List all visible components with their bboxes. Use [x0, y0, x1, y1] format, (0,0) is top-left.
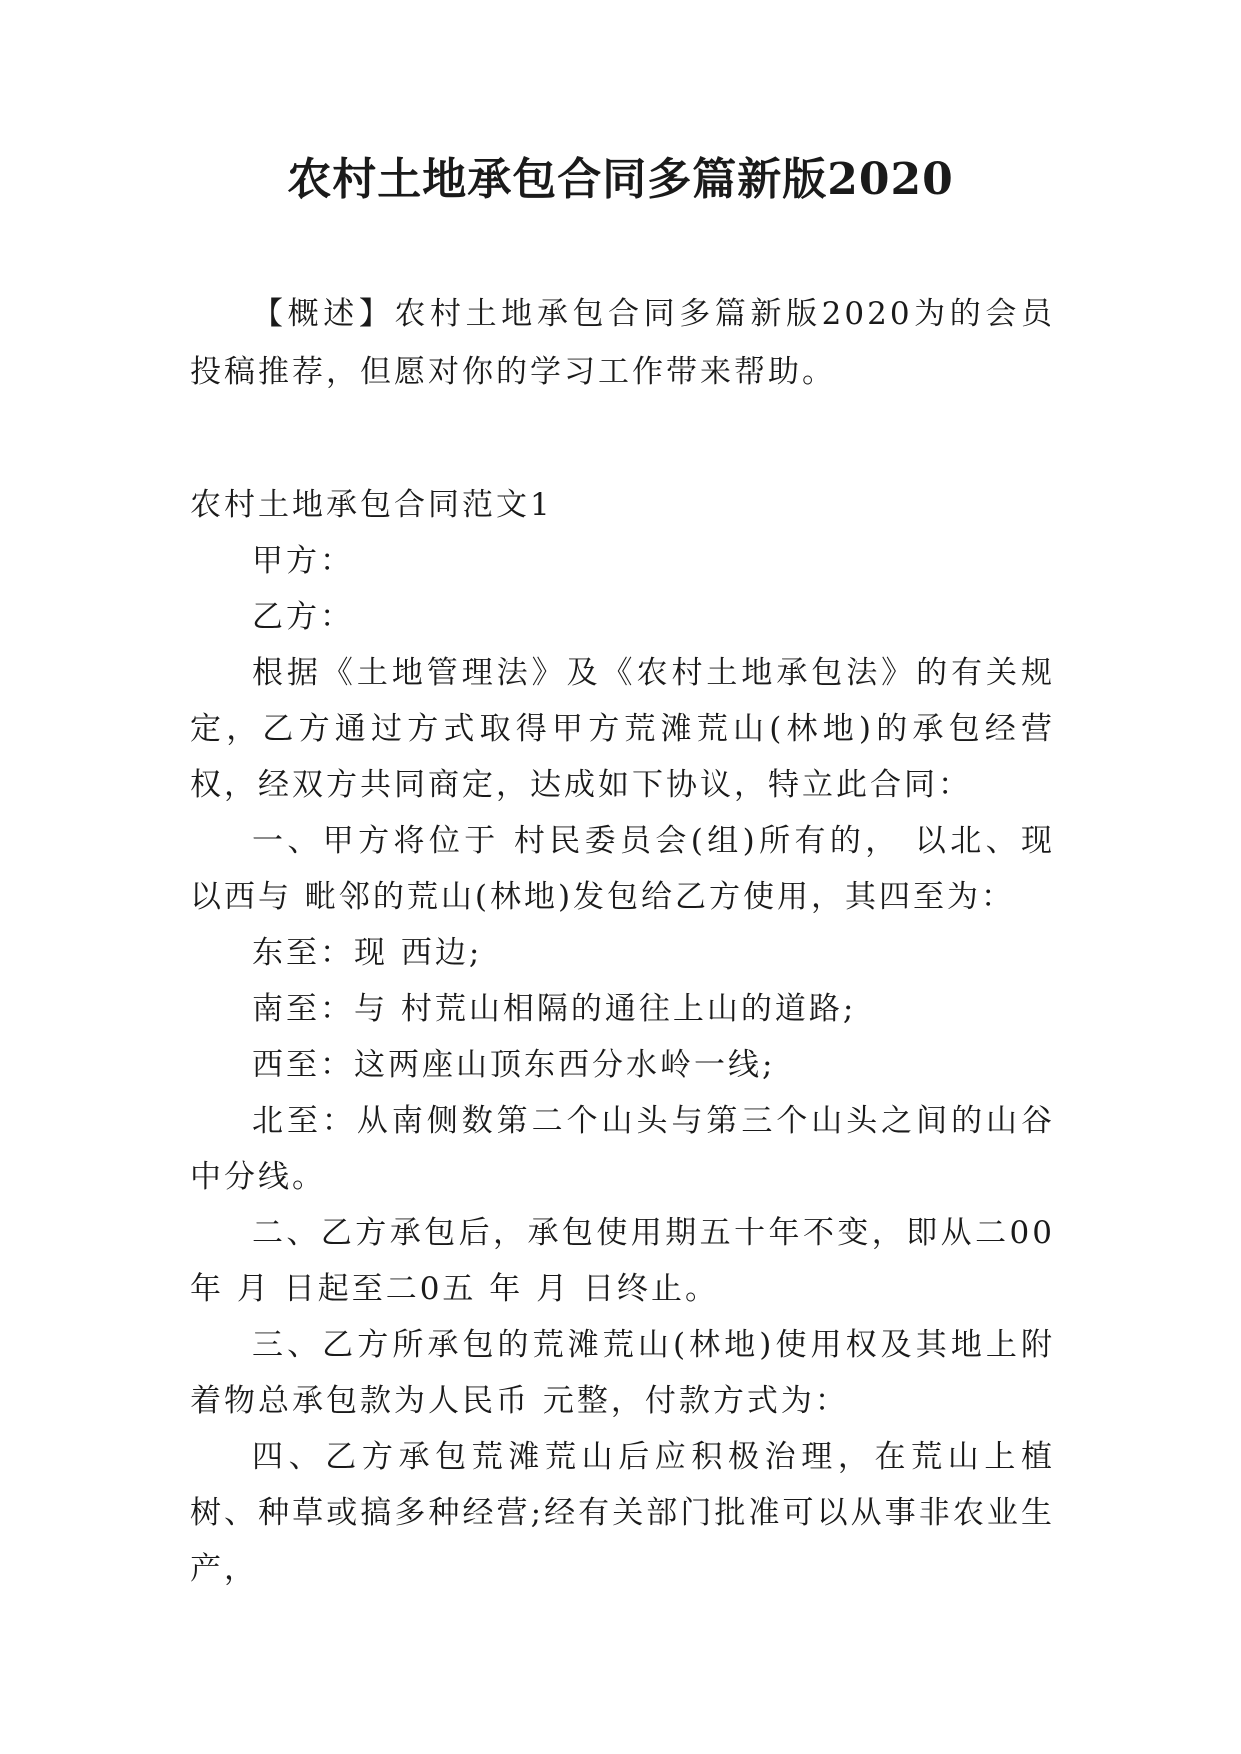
boundary-north: 北至：从南侧数第二个山头与第三个山头之间的山谷中分线。 [190, 1103, 1055, 1195]
boundary-east: 东至：现 西边; [252, 935, 483, 971]
clause-2: 二、乙方承包后，承包使用期五十年不变，即从二00年 月 日起至二0五 年 月 日终止。 [190, 1215, 1055, 1307]
party-a-line: 甲方： [252, 543, 354, 579]
document-title: 农村土地承包合同多篇新版2020 [287, 154, 954, 205]
contract-preamble: 根据《土地管理法》及《农村土地承包法》的有关规定，乙方通过方式取得甲方荒滩荒山(林地)的承包经营权，经双方共同商定，达成如下协议，特立此合同： [190, 655, 1055, 803]
clause-1: 一、甲方将位于 村民委员会(组)所有的， 以北、现以西与 毗邻的荒山(林地)发包给乙方使用，其四至为： [190, 823, 1055, 915]
summary-paragraph: 【概述】农村土地承包合同多篇新版2020为的会员投稿推荐，但愿对你的学习工作带来帮助。 [190, 296, 1055, 390]
spacer [190, 401, 1055, 477]
document-body [190, 285, 1055, 1597]
clause-4: 四、乙方承包荒滩荒山后应积极治理，在荒山上植树、种草或搞多种经营;经有关部门批准可以从事非农业生产， [190, 1439, 1055, 1587]
clause-3: 三、乙方所承包的荒滩荒山(林地)使用权及其地上附着物总承包款为人民币 元整，付款方式为： [190, 1327, 1055, 1419]
boundary-south: 南至：与 村荒山相隔的通往上山的道路; [252, 991, 857, 1027]
boundary-west: 西至：这两座山顶东西分水岭一线; [252, 1047, 776, 1083]
section-heading: 农村土地承包合同范文1 [190, 487, 553, 523]
party-b-line: 乙方： [252, 599, 354, 635]
